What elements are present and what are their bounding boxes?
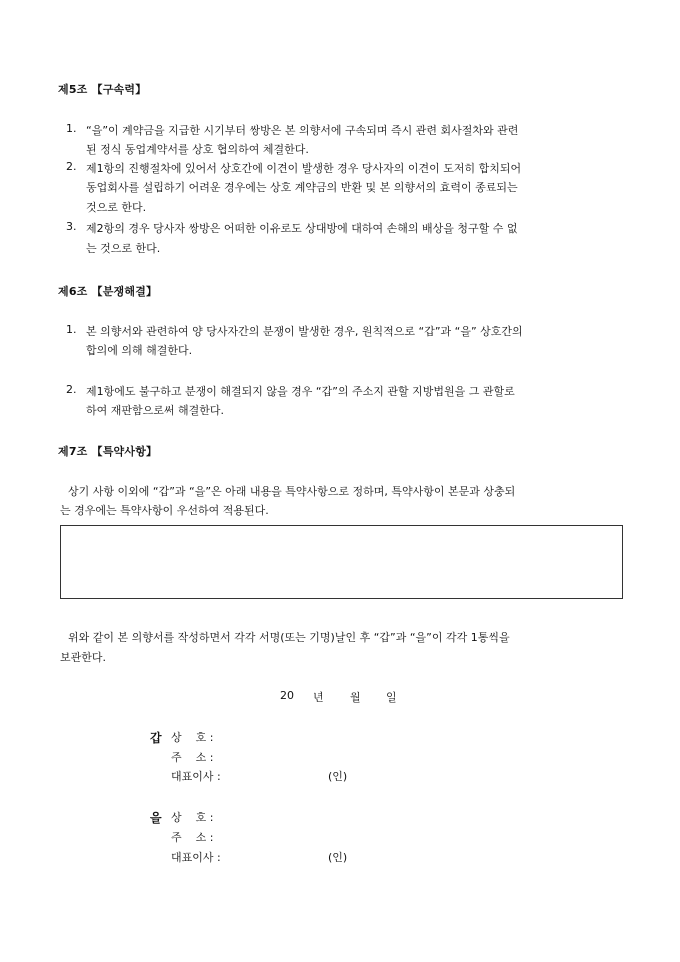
special-terms-box — [60, 525, 623, 599]
date-year-prefix: 20 — [280, 689, 294, 702]
art7-line-1: 상기 사항 이외에 “갑”과 “을”은 아래 내용을 특약사항으로 정하며, 특약사항이 본문과 상충되 — [68, 485, 516, 498]
art6-item-1-number: 1. — [66, 323, 77, 336]
article-5-heading: 제5조 【구속력】 — [58, 83, 147, 96]
party-b-address-label: 주 소 : — [171, 831, 214, 844]
art5-item-3-number: 3. — [66, 220, 77, 233]
art5-item-2-line-3: 것으로 한다. — [86, 201, 147, 214]
art5-item-3-line-2: 는 것으로 한다. — [86, 242, 161, 255]
party-a-address-label: 주 소 : — [171, 751, 214, 764]
party-b-seal: (인) — [328, 851, 348, 864]
article-7-heading: 제7조 【특약사항】 — [58, 445, 158, 458]
art6-item-1-line-2: 합의에 의해 해결한다. — [86, 344, 193, 357]
art6-item-2-line-2: 하여 재판함으로써 해결한다. — [86, 404, 225, 417]
closing-line-1: 위와 같이 본 의향서를 작성하면서 각각 서명(또는 기명)날인 후 “갑”과 “을”이 각각 1통씩을 — [68, 631, 510, 644]
art7-line-2: 는 경우에는 특약사항이 우선하여 적용된다. — [60, 504, 269, 517]
date-year-label: 년 — [313, 691, 324, 704]
art5-item-1-number: 1. — [66, 122, 77, 135]
art5-item-3-line-1: 제2항의 경우 당사자 쌍방은 어떠한 이유로도 상대방에 대하여 손해의 배상을 청구할 수 없 — [86, 222, 518, 235]
art6-item-2-number: 2. — [66, 383, 77, 396]
date-day-label: 일 — [386, 691, 397, 704]
party-a-label: 갑 — [150, 731, 162, 745]
art6-item-2-line-1: 제1항에도 불구하고 분쟁이 해결되지 않을 경우 “갑”의 주소지 관할 지방법원을 그 관할로 — [86, 385, 515, 398]
art5-item-1-line-2: 된 정식 동업계약서를 상호 협의하여 체결한다. — [86, 143, 309, 156]
party-b-representative-label: 대표이사 : — [171, 851, 221, 864]
closing-line-2: 보관한다. — [60, 651, 107, 664]
party-a-trade-label: 상 호 : — [171, 731, 214, 744]
art5-item-2-line-2: 동업회사를 설립하기 어려운 경우에는 상호 계약금의 반환 및 본 의향서의 효력이 종료되는 — [86, 181, 518, 194]
party-a-seal: (인) — [328, 770, 348, 783]
article-6-heading: 제6조 【분쟁해결】 — [58, 285, 158, 298]
art6-item-1-line-1: 본 의향서와 관련하여 양 당사자간의 분쟁이 발생한 경우, 원칙적으로 “갑”과 “을” 상호간의 — [86, 325, 523, 338]
party-b-trade-label: 상 호 : — [171, 811, 214, 824]
party-b-label: 을 — [150, 811, 162, 825]
art5-item-2-line-1: 제1항의 진행절차에 있어서 상호간에 이견이 발생한 경우 당사자의 이견이 도저히 합치되어 — [86, 162, 522, 175]
date-month-label: 월 — [350, 691, 361, 704]
art5-item-2-number: 2. — [66, 160, 77, 173]
art5-item-1-line-1: “을”이 계약금을 지급한 시기부터 쌍방은 본 의향서에 구속되며 즉시 관련 회사절차와 관련 — [86, 124, 519, 137]
party-a-representative-label: 대표이사 : — [171, 770, 221, 783]
